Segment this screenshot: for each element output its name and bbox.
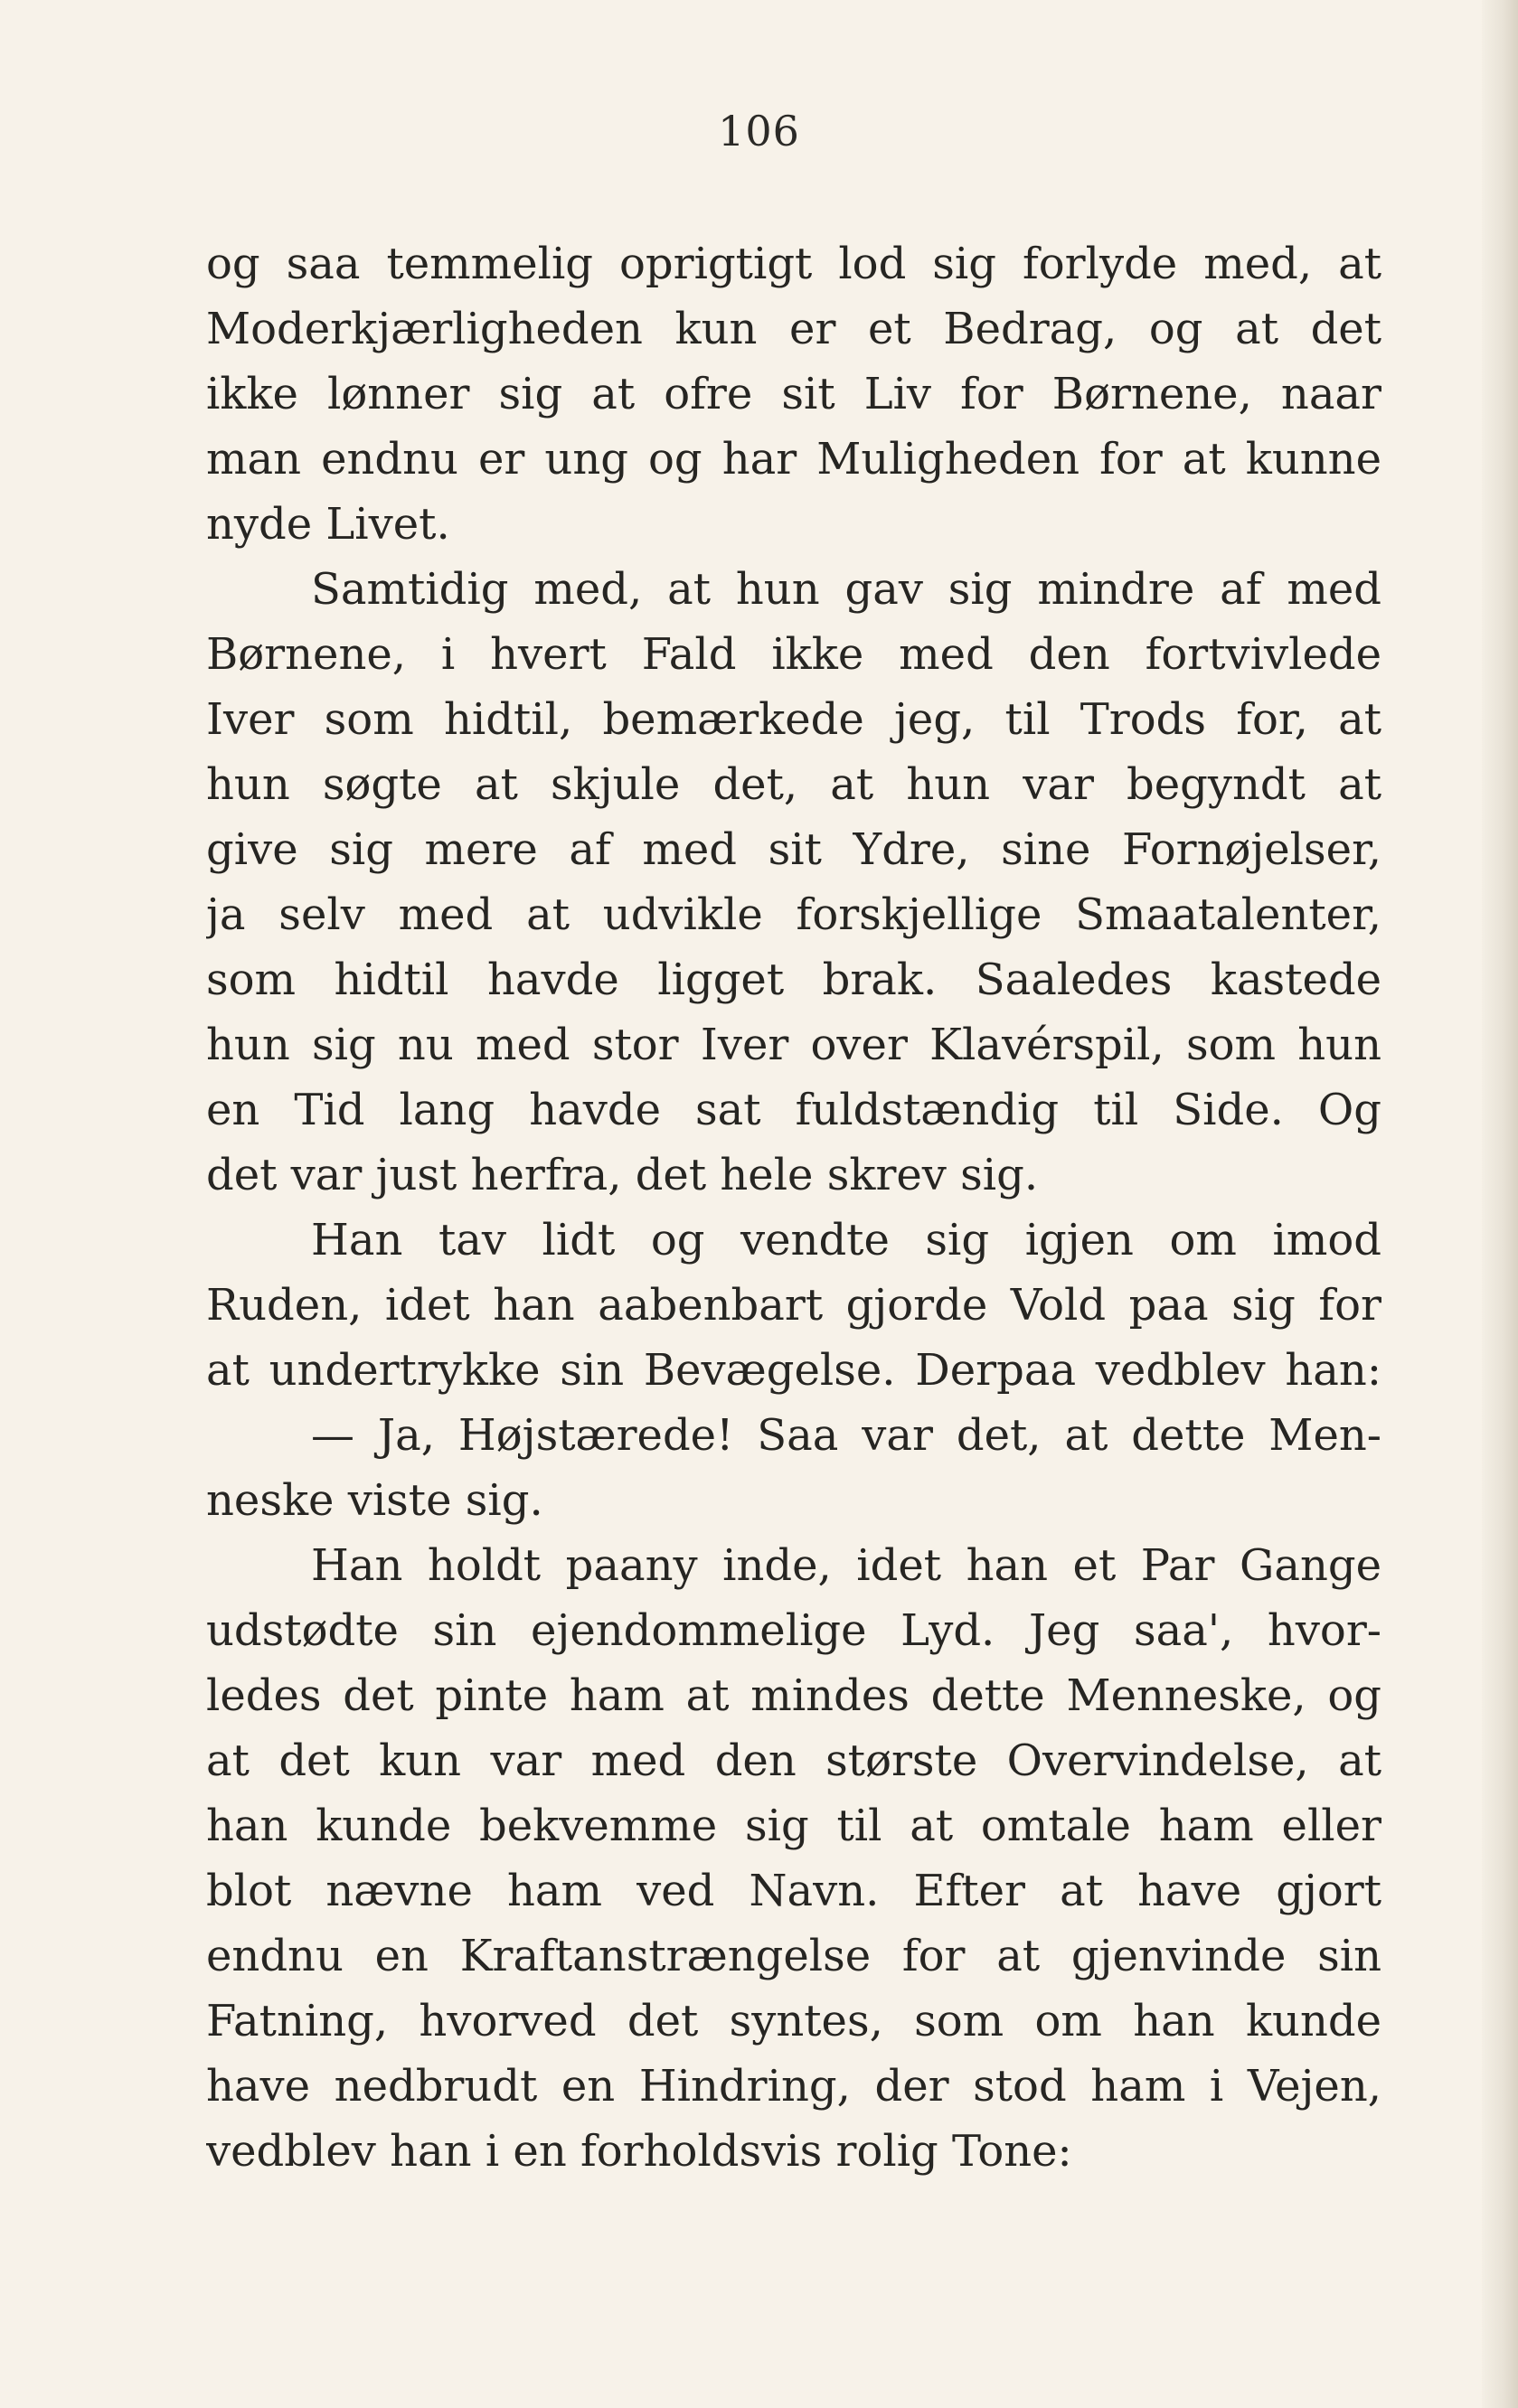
text-line: han kunde bekvemme sig til at omtale ham eller (206, 1801, 1381, 1851)
text-line: — Ja, Højstærede! Saa var det, at dette Men- (311, 1410, 1381, 1461)
text-line: nyde Livet. (206, 499, 450, 550)
text-line: at undertrykke sin Bevægelse. Derpaa vedblev han: (206, 1345, 1381, 1396)
text-line: man endnu er ung og har Muligheden for at kunne (206, 434, 1381, 484)
text-line: at det kun var med den største Overvindelse, at (206, 1735, 1381, 1786)
text-line: udstødte sin ejendommelige Lyd. Jeg saa', hvor- (206, 1605, 1381, 1656)
text-line: Moderkjærligheden kun er et Bedrag, og at det (206, 304, 1381, 354)
text-line: som hidtil havde ligget brak. Saaledes kastede (206, 955, 1381, 1005)
text-line: Ruden, idet han aabenbart gjorde Vold paa sig for (206, 1280, 1381, 1331)
text-line: give sig mere af med sit Ydre, sine Fornøjelser, (206, 824, 1381, 875)
page-number: 106 (718, 107, 800, 155)
text-line: Børnene, i hvert Fald ikke med den fortvivlede (206, 629, 1381, 680)
text-line: Han tav lidt og vendte sig igjen om imod (311, 1215, 1381, 1265)
text-line: blot nævne ham ved Navn. Efter at have gjort (206, 1866, 1381, 1916)
text-line: det var just herfra, det hele skrev sig. (206, 1150, 1039, 1200)
text-line: vedblev han i en forholdsvis rolig Tone: (206, 2126, 1072, 2177)
text-line: hun sig nu med stor Iver over Klavérspil, som hun (206, 1020, 1381, 1070)
text-line: Fatning, hvorved det syntes, som om han kunde (206, 1996, 1381, 2046)
page-edge-shadow (1482, 0, 1518, 2408)
text-line: en Tid lang havde sat fuldstændig til Side. Og (206, 1085, 1381, 1135)
text-line: og saa temmelig oprigtigt lod sig forlyde med, at (206, 239, 1381, 289)
text-line: Samtidig med, at hun gav sig mindre af med (311, 564, 1381, 615)
text-line: ja selv med at udvikle forskjellige Smaatalenter, (206, 889, 1381, 940)
text-line: ikke lønner sig at ofre sit Liv for Børnene, naar (206, 369, 1381, 419)
text-line: Iver som hidtil, bemærkede jeg, til Trods for, at (206, 694, 1381, 745)
body-text (206, 231, 1381, 2184)
text-line: hun søgte at skjule det, at hun var begyndt at (206, 759, 1381, 810)
text-line: neske viste sig. (206, 1475, 543, 1526)
text-line: ledes det pinte ham at mindes dette Menneske, og (206, 1670, 1381, 1721)
text-line: Han holdt paany inde, idet han et Par Gange (311, 1540, 1381, 1591)
text-line: endnu en Kraftanstrængelse for at gjenvinde sin (206, 1931, 1381, 1981)
text-line: have nedbrudt en Hindring, der stod ham i Vejen, (206, 2061, 1381, 2112)
